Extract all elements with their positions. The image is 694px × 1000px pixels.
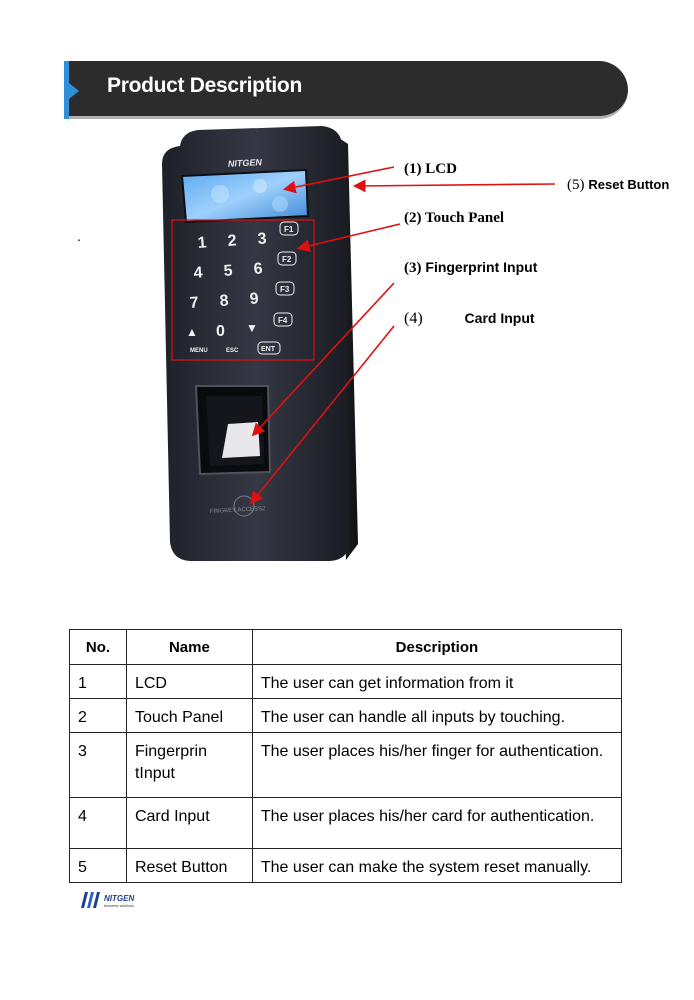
callout-touch-text: Touch Panel (424, 210, 505, 226)
callout-finger-num: (3) (404, 260, 422, 276)
row-no: 4 (70, 798, 127, 849)
callout-finger (404, 259, 537, 277)
table-header-row (70, 630, 622, 665)
row-description: The user places his/her finger for authentication. (252, 733, 621, 798)
callout-lcd-text: LCD (425, 161, 457, 177)
key-esc: ESC (226, 348, 239, 354)
callout-lcd (404, 161, 457, 178)
callout-reset (567, 176, 669, 194)
footer-logo-text: NITGEN (104, 894, 135, 903)
footer-logo-sub: biometric solutions (104, 904, 134, 908)
key-menu: MENU (190, 348, 208, 354)
arrow-touch (300, 224, 400, 248)
stray-dot: . (77, 228, 81, 244)
device-brand-text: NITGEN (227, 157, 263, 169)
row-name: Touch Panel (126, 699, 252, 733)
callout-reset-text: Reset Button (588, 177, 670, 192)
table-row (70, 798, 622, 849)
nitgen-footer-logo (80, 888, 160, 912)
row-name: Card Input (126, 798, 252, 849)
callout-touch (404, 210, 504, 227)
callout-reset-num: (5) (567, 177, 585, 193)
arrow-finger (254, 283, 394, 434)
device-model-text: FINGKEY ACCESS2 (209, 506, 266, 515)
row-no: 2 (70, 699, 127, 733)
product-description-table (69, 629, 622, 883)
row-no: 3 (70, 733, 127, 798)
key-5: 5 (223, 262, 234, 280)
callout-card-text: Card Input (464, 310, 535, 326)
arrow-reset (356, 184, 555, 186)
row-no: 5 (70, 849, 127, 883)
row-name: LCD (126, 665, 252, 699)
header-no: No. (70, 630, 127, 665)
key-8: 8 (219, 292, 230, 310)
row-name-line2: tInput (134, 765, 175, 782)
row-description: The user can get information from it (252, 665, 621, 699)
row-no: 1 (70, 665, 127, 699)
table-row (70, 849, 622, 883)
key-f1: F1 (284, 225, 294, 234)
row-name: Reset Button (126, 849, 252, 883)
page-title: Product Description (107, 74, 302, 97)
row-description: The user can handle all inputs by touching. (252, 699, 621, 733)
key-ent: ENT (261, 346, 275, 353)
key-3: 3 (257, 230, 268, 248)
table-row (70, 699, 622, 733)
key-f3: F3 (280, 285, 290, 294)
key-2: 2 (227, 232, 238, 250)
key-4: 4 (193, 264, 204, 282)
key-6: 6 (253, 260, 264, 278)
header-description: Description (252, 630, 621, 665)
key-up: ▲ (186, 325, 198, 339)
key-f2: F2 (282, 255, 292, 264)
key-down: ▼ (246, 321, 258, 335)
row-name (126, 733, 252, 798)
key-0: 0 (216, 323, 225, 340)
callout-card (404, 310, 535, 328)
callout-finger-text: Fingerprint Input (425, 259, 538, 275)
table-row (70, 665, 622, 699)
row-name-line1: Fingerprin (134, 743, 207, 760)
row-description: The user can make the system reset manually. (252, 849, 621, 883)
callout-lcd-num: (1) (404, 161, 422, 177)
header-name: Name (126, 630, 252, 665)
key-9: 9 (249, 290, 260, 308)
table-row (70, 733, 622, 798)
key-f4: F4 (278, 316, 288, 325)
row-description: The user places his/her card for authentication. (252, 798, 621, 849)
key-7: 7 (189, 294, 200, 312)
callout-touch-num: (2) (404, 210, 422, 226)
callout-card-num: (4) (404, 310, 423, 327)
key-1: 1 (197, 234, 208, 252)
